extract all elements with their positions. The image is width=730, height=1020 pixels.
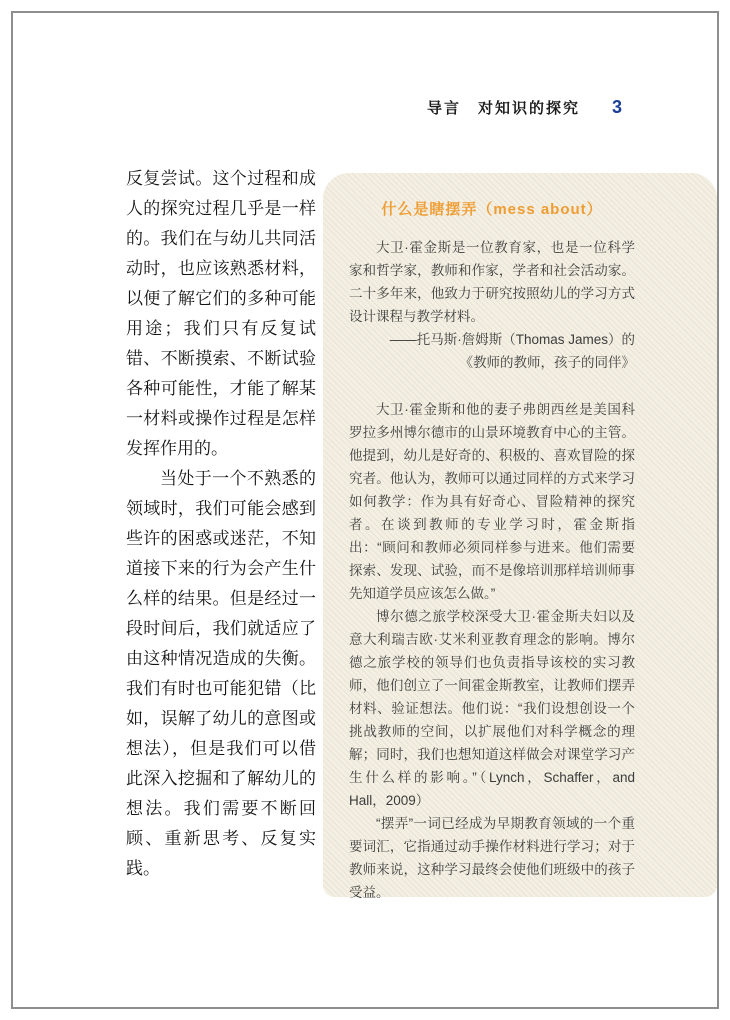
main-text-column	[126, 164, 316, 884]
sidebar-box-paragraph: 大卫·霍金斯和他的妻子弗朗西丝是美国科罗拉多州博尔德市的山景环境教育中心的主管。他提到，幼儿是好奇的、积极的、喜欢冒险的探究者。他认为，教师可以通过同样的方式来学习如何教学：作为具有好奇心、冒险精神的探究者。在谈到教师的专业学习时，霍金斯指出：“顾问和教师必须同样参与进来。他们需要探索、发现、试验，而不是像培训那样培训师事先知道学员应该怎么做。”	[349, 402, 635, 601]
sidebar-box-paragraph: 博尔德之旅学校深受大卫·霍金斯夫妇以及意大利瑞吉欧·艾米利亚教育理念的影响。博尔德之旅学校的领导们也负责指导该校的实习教师，他们创立了一间霍金斯教室，让教师们摆弄材料、验证想法。他们说：“我们设想创设一个挑战教师的空间，以扩展他们对科学概念的理解；同时，我们也想知道这样做会对课堂学习产生什么样的影响。”（Lynch，Schaffer，and Hall，2009）	[349, 609, 635, 808]
page-number: 3	[611, 97, 622, 117]
sidebar-box-intro: 大卫·霍金斯是一位教育家，也是一位科学家和哲学家，教师和作家，学者和社会活动家。二十多年来，他致力于研究按照幼儿的学习方式设计课程与教学材料。	[349, 240, 635, 324]
sidebar-box-paragraph: “摆弄”一词已经成为早期教育领域的一个重要词汇，它指通过动手操作材料进行学习；对于教师来说，这种学习最终会使他们班级中的孩子受益。	[349, 816, 635, 900]
attribution-line: 《教师的教师，孩子的同伴》	[459, 355, 635, 370]
chapter-title: 导言 对知识的探究	[426, 101, 580, 117]
sidebar-box	[323, 173, 717, 900]
body-paragraph: 反复尝试。这个过程和成人的探究过程几乎是一样的。我们在与幼儿共同活动时，也应该熟悉材料，以便了解它们的多种可能用途；我们只有反复试错、不断摸索、不断试验各种可能性，才能了解某一材料或操作过程是怎样发挥作用的。	[126, 169, 316, 458]
running-head	[0, 97, 622, 118]
attribution-line: ——托马斯·詹姆斯（Thomas James）的	[389, 332, 635, 347]
sidebar-box-title: 什么是瞎摆弄（mess about）	[381, 201, 603, 218]
body-paragraph: 当处于一个不熟悉的领域时，我们可能会感到些许的困惑或迷茫，不知道接下来的行为会产生什么样的结果。但是经过一段时间后，我们就适应了由这种情况造成的失衡。我们有时也可能犯错（比如，误解了幼儿的意图或想法），但是我们可以借此深入挖掘和了解幼儿的想法。我们需要不断回顾、重新思考、反复实践。	[126, 469, 316, 878]
quote-attribution	[349, 328, 635, 374]
